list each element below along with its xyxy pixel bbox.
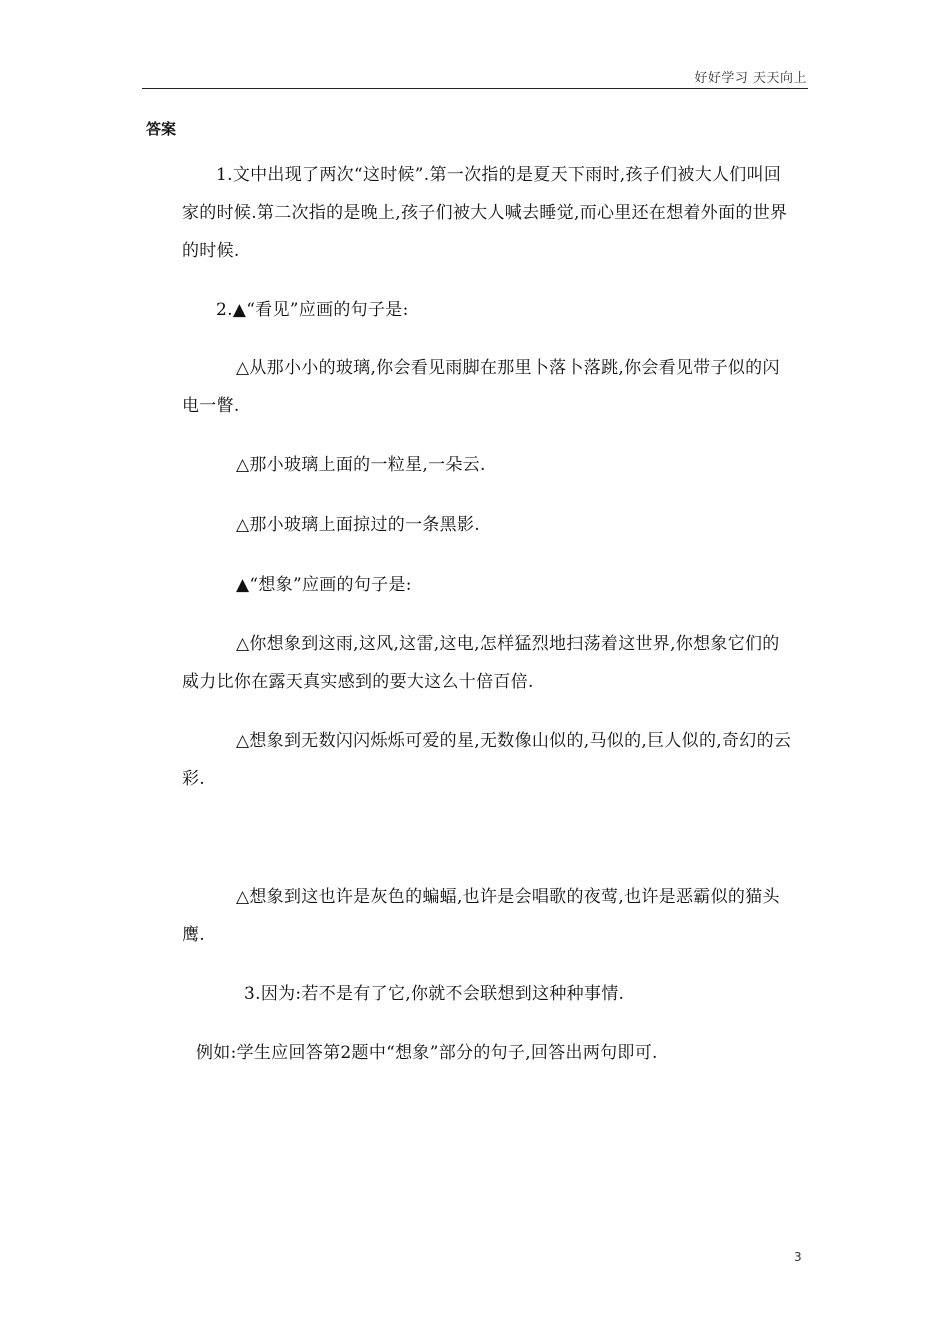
answer-2-see-sentence-2: △那小玻璃上面的一粒星,一朵云. [236,455,486,475]
answer-2-imagine-sentence-3: △想象到这也许是灰色的蝙蝠,也许是会唱歌的夜莺,也许是恶霸似的猫头鹰. [182,887,780,945]
answer-1: 1.文中出现了两次“这时候”.第一次指的是夏天下雨时,孩子们被大人们叫回家的时候.第二次指的是晚上,孩子们被大人喊去睡觉,而心里还在想着外面的世界的时候. [182,165,788,261]
section-title: 答案 [146,120,177,138]
answer-2-see-sentence-1: △从那小小的玻璃,你会看见雨脚在那里卜落卜落跳,你会看见带子似的闪电一瞥. [182,358,780,416]
header-motto: 好好学习 天天向上 [694,71,807,86]
answer-2-heading: 2.▲“看见”应画的句子是: [216,300,409,320]
answer-2-see-sentence-3: △那小玻璃上面掠过的一条黑影. [236,515,480,535]
answer-3: 3.因为:若不是有了它,你就不会联想到这种种事情. [244,984,625,1004]
answer-3-example: 例如:学生应回答第2题中“想象”部分的句子,回答出两句即可. [196,1043,658,1063]
answer-2-imagine-sentence-1: △你想象到这雨,这风,这雷,这电,怎样猛烈地扫荡着这世界,你想象它们的威力比你在露天真实感到的要大这么十倍百倍. [182,634,780,692]
answer-2-imagine-sentence-2: △想象到无数闪闪烁烁可爱的星,无数像山似的,马似的,巨人似的,奇幻的云彩. [182,731,792,789]
page-number: 3 [794,1250,802,1264]
header-divider [142,88,808,89]
answer-2-imagine-heading: ▲“想象”应画的句子是: [236,575,412,595]
